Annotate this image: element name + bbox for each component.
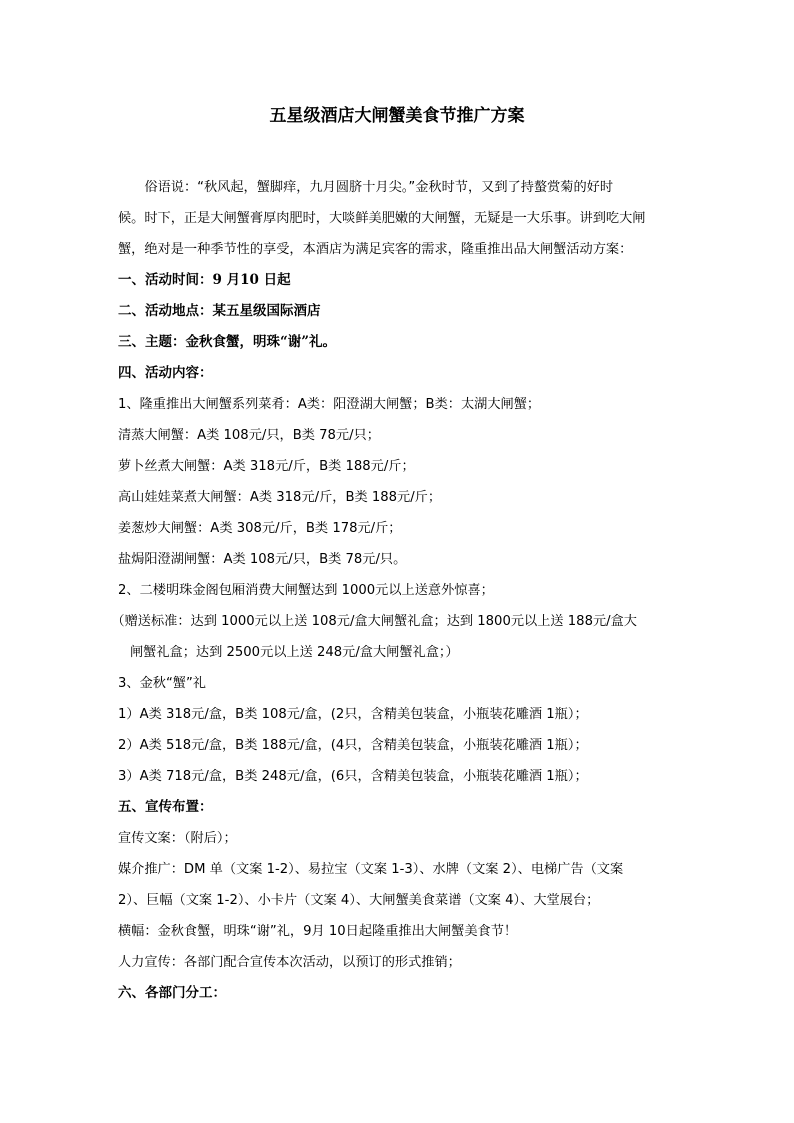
promo-line: 媒介推广：DM 单（文案 1-2）、易拉宝（文案 1-3）、水牌（文案 2）、电梯广告（文案 [118,862,624,877]
intro-line: 俗语说：“秋风起，蟹脚痒，九月圆脐十月尖。”金秋时节，又到了持螯赏菊的好时 [144,180,614,195]
gift-standard-line: 闸蟹礼盒；达到 2500元以上送 248元/盒大闸蟹礼盒；） [130,645,459,660]
menu-item-line: 姜葱炒大闸蟹：A类 308元/斤，B类 178元/斤； [118,521,402,536]
intro-line: 候。时下，正是大闸蟹膏厚肉肥时，大啖鲜美肥嫩的大闸蟹，无疑是一大乐事。讲到吃大闸 [118,211,646,226]
gift-line: 1）A类 318元/盒，B类 108元/盒，(2只，含精美包装盒，小瓶装花雕酒 1瓶）； [118,707,588,722]
promo-line: 2）、巨幅（文案 1-2）、小卡片（文案 4）、大闸蟹美食菜谱（文案 4）、大堂展台； [118,893,600,908]
menu-item-line: 盐焗阳澄湖闸蟹：A类 108元/只，B类 78元/只。 [118,552,407,567]
promo-line: 横幅：金秋食蟹，明珠“谢”礼，9月 10日起隆重推出大闸蟹美食节！ [118,924,518,939]
section-heading-departments: 六、各部门分工： [118,985,226,1001]
section-heading-content: 四、活动内容： [118,365,213,381]
document-title: 五星级酒店大闸蟹美食节推广方案 [269,106,525,126]
section-heading-location: 二、活动地点：某五星级国际酒店 [118,303,321,319]
menu-item-line: 萝卜丝煮大闸蟹：A类 318元/斤，B类 188元/斤； [118,459,415,474]
gift-line: 2）A类 518元/盒，B类 188元/盒，(4只，含精美包装盒，小瓶装花雕酒 1瓶）； [118,738,588,753]
document-body [111,172,678,1009]
content-line: 2、二楼明珠金阁包厢消费大闸蟹达到 1000元以上送意外惊喜； [118,583,494,598]
menu-item-line: 清蒸大闸蟹：A类 108元/只，B类 78元/只； [118,428,380,443]
gift-line: 3）A类 718元/盒，B类 248元/盒，(6只，含精美包装盒，小瓶装花雕酒 1瓶）； [118,769,588,784]
intro-line: 蟹，绝对是一种季节性的享受，本酒店为满足宾客的需求，隆重推出品大闸蟹活动方案： [118,242,633,257]
section-heading-theme: 三、主题：金秋食蟹，明珠“谢”礼。 [118,334,337,350]
menu-item-line: 高山娃娃菜煮大闸蟹：A类 318元/斤，B类 188元/斤； [118,490,442,505]
content-line: 1、隆重推出大闸蟹系列菜肴：A类：阳澄湖大闸蟹；B类：太湖大闸蟹； [118,397,541,412]
promo-line: 人力宣传：各部门配合宣传本次活动，以预订的形式推销； [118,955,461,970]
section-heading-promotion: 五、宣传布置： [118,799,213,815]
gift-line: 3、金秋“蟹”礼 [118,676,206,691]
gift-standard-line: （赠送标准：达到 1000元以上送 108元/盒大闸蟹礼盒；达到 1800元以上送 188元/盒大 [111,614,637,629]
promo-line: 宣传文案：（附后）； [118,831,237,846]
section-heading-time: 一、活动时间：9 月10 日起 [118,272,291,288]
